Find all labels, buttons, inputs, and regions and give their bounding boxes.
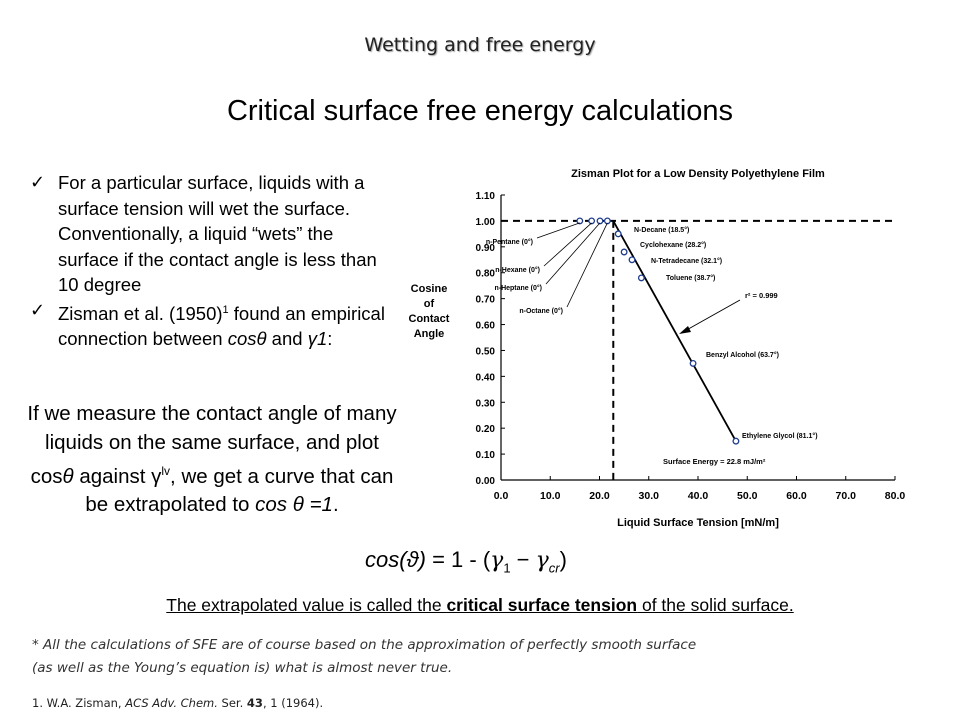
point-label: n-Heptane (0°)	[494, 285, 542, 292]
equation-sub-1: 1	[503, 560, 511, 576]
equation-gamma-1: γ	[490, 548, 504, 573]
x-axis-label: Liquid Surface Tension [mN/m]	[617, 517, 779, 529]
conclusion-bold: critical surface tension	[446, 595, 638, 615]
chart-title: Zisman Plot for a Low Density Polyethylene Film	[571, 168, 825, 180]
bullet-text-zisman: Zisman et al. (1950)	[58, 302, 223, 324]
x-tick-label: 0.0	[493, 490, 509, 502]
surface-energy-annotation: Surface Energy = 22.8 mJ/m²	[663, 457, 766, 466]
y-tick-label: 1.00	[475, 216, 495, 228]
y-tick-label: 0.80	[475, 268, 495, 280]
y-axis-label	[409, 283, 450, 340]
y-tick-label: 0.20	[475, 424, 495, 436]
para-theta: θ	[62, 464, 74, 488]
data-point	[615, 231, 621, 237]
x-tick-label: 70.0	[835, 490, 856, 502]
method-paragraph	[22, 400, 402, 520]
bullet-colon: :	[327, 328, 333, 350]
footnote-line-2: (as well as the Young’s equation is) what is almost never true.	[32, 660, 453, 676]
data-point	[639, 275, 645, 281]
x-tick-label: 80.0	[884, 490, 906, 502]
reference-pages: , 1 (1964).	[262, 696, 324, 710]
slide-subtitle: Wetting and free energy	[364, 34, 596, 56]
bullet-item-zisman	[30, 298, 390, 352]
equation-sub-cr: cr	[548, 560, 560, 576]
citation-superscript: 1	[222, 303, 229, 316]
bullet-item-wetting	[30, 170, 390, 298]
point-label: Benzyl Alcohol (63.7°)	[706, 352, 779, 359]
label-leader-line	[537, 223, 580, 238]
x-tick-label: 40.0	[687, 490, 709, 502]
bullet-gamma: γ1	[307, 328, 328, 350]
equation-rhs: = 1 - (	[425, 547, 491, 572]
x-tick-label: 10.0	[540, 490, 561, 502]
bullet-and: and	[266, 328, 308, 350]
bullet-list	[30, 170, 390, 352]
footnote-line-1: * All the calculations of SFE are of course based on the approximation of perfectly smooth surface	[32, 637, 697, 653]
y-tick-label: 0.40	[475, 372, 495, 384]
reference-author: 1. W.A. Zisman,	[32, 696, 126, 710]
point-label: n-Hexane (0°)	[495, 267, 540, 274]
data-point	[629, 257, 635, 263]
x-tick-label: 50.0	[737, 490, 758, 502]
data-point	[605, 218, 611, 224]
y-tick-label: 0.50	[475, 346, 495, 358]
data-point	[577, 218, 583, 224]
para-text-b: against γ	[73, 464, 162, 488]
y-axis-label-line: of	[423, 298, 435, 310]
equation-close: )	[559, 547, 567, 572]
checkmark-icon: ✓	[30, 299, 46, 321]
x-tick-label: 20.0	[589, 490, 610, 502]
bullet-cos-theta: cosθ	[227, 328, 267, 350]
y-tick-label: 0.60	[475, 320, 495, 332]
data-point	[621, 249, 627, 255]
bullet-text-zisman-mid: found an empirical connection between	[58, 302, 385, 350]
y-axis-label-line: Contact	[408, 313, 450, 325]
y-axis-label-line: Cosine	[410, 283, 448, 295]
zisman-plot	[395, 155, 925, 545]
point-label: n-Pentane (0°)	[485, 239, 533, 246]
para-text-c: , we get a curve that can be extrapolated to	[85, 464, 394, 517]
data-point	[589, 218, 595, 224]
slide-title: Critical surface free energy calculations	[226, 95, 734, 127]
para-cos-theta: cos θ =1	[255, 493, 333, 517]
point-label: Cyclohexane (28.2°)	[640, 242, 707, 249]
reference-journal: ACS Adv. Chem.	[125, 696, 218, 710]
zisman-equation	[365, 547, 567, 575]
para-lv-superscript: lv	[161, 464, 171, 478]
reference	[32, 696, 323, 710]
r2-arrowhead	[679, 326, 691, 334]
point-label: N-Decane (18.5°)	[634, 227, 690, 234]
point-label: n-Octane (0°)	[519, 308, 563, 315]
point-label: Ethylene Glycol (81.1°)	[742, 433, 818, 440]
y-axis-label-line: Angle	[413, 328, 445, 340]
point-label: Toluene (38.7°)	[666, 275, 716, 282]
label-leader-line	[567, 223, 607, 307]
data-point	[733, 438, 739, 444]
equation-minus: −	[510, 547, 536, 572]
x-tick-label: 30.0	[638, 490, 659, 502]
para-text-a: If we measure the contact angle of many liquids on the same surface, and plot cos	[27, 402, 397, 488]
equation-lhs: cos(ϑ)	[365, 547, 426, 572]
checkmark-icon: ✓	[30, 172, 46, 193]
y-tick-label: 0.90	[475, 242, 495, 254]
data-point	[597, 218, 603, 224]
data-point	[690, 361, 696, 367]
reference-series: Ser.	[217, 696, 247, 710]
y-tick-label: 0.10	[475, 450, 495, 462]
fit-line	[613, 221, 736, 441]
y-tick-label: 1.10	[475, 191, 495, 202]
r2-annotation: r² = 0.999	[745, 291, 778, 300]
x-tick-label: 60.0	[786, 490, 807, 502]
y-tick-label: 0.30	[475, 398, 495, 410]
y-tick-label: 0.00	[475, 476, 495, 487]
footnote	[32, 634, 932, 680]
bullet-text-wetting: For a particular surface, liquids with a surface tension will wet the surface. Conventionally, a liquid “wets” the surface if the contact angle is less than 10 degree	[58, 172, 377, 295]
y-tick-label: 0.70	[475, 294, 495, 306]
conclusion-a: The extrapolated value is called the	[166, 595, 447, 615]
conclusion-c: of the solid surface.	[637, 595, 794, 615]
reference-volume: 43	[246, 696, 263, 710]
conclusion-text	[0, 595, 960, 616]
para-period: .	[332, 493, 339, 517]
r2-arrow-line	[683, 300, 740, 332]
equation-gamma-cr: γ	[535, 548, 549, 573]
point-label: N-Tetradecane (32.1°)	[651, 258, 723, 265]
